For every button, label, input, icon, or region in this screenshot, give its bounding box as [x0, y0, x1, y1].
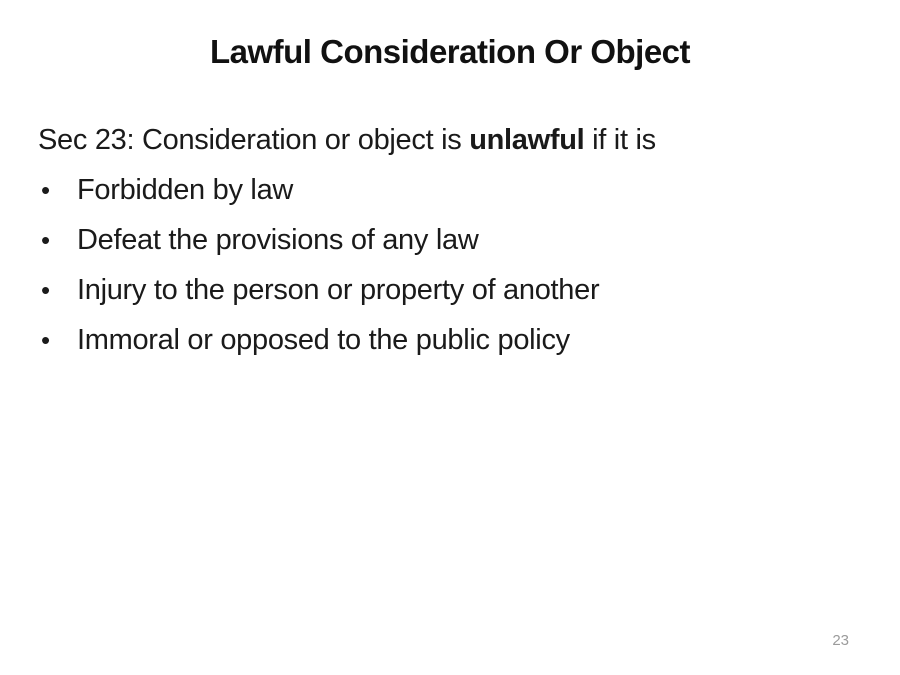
intro-text-pre: Sec 23: Consideration or object is [38, 124, 470, 156]
bullet-icon: • [41, 175, 50, 205]
bullet-text: Immoral or opposed to the public policy [77, 324, 570, 356]
bullet-text: Injury to the person or property of another [77, 274, 600, 306]
list-item [38, 315, 870, 365]
slide-title: Lawful Consideration Or Object [209, 33, 691, 70]
slide-body [38, 115, 870, 365]
bullet-icon: • [41, 225, 50, 255]
bullet-text: Defeat the provisions of any law [77, 224, 479, 256]
page-number: 23 [832, 632, 849, 649]
bullet-icon: • [41, 275, 50, 305]
intro-bold-term: unlawful [469, 124, 585, 156]
bullet-text: Forbidden by law [77, 174, 294, 206]
list-item [38, 265, 870, 315]
intro-line [38, 115, 870, 165]
bullet-list [38, 165, 870, 365]
bullet-icon: • [41, 325, 50, 355]
list-item [38, 215, 870, 265]
list-item [38, 165, 870, 215]
intro-text-post: if it is [584, 124, 656, 156]
